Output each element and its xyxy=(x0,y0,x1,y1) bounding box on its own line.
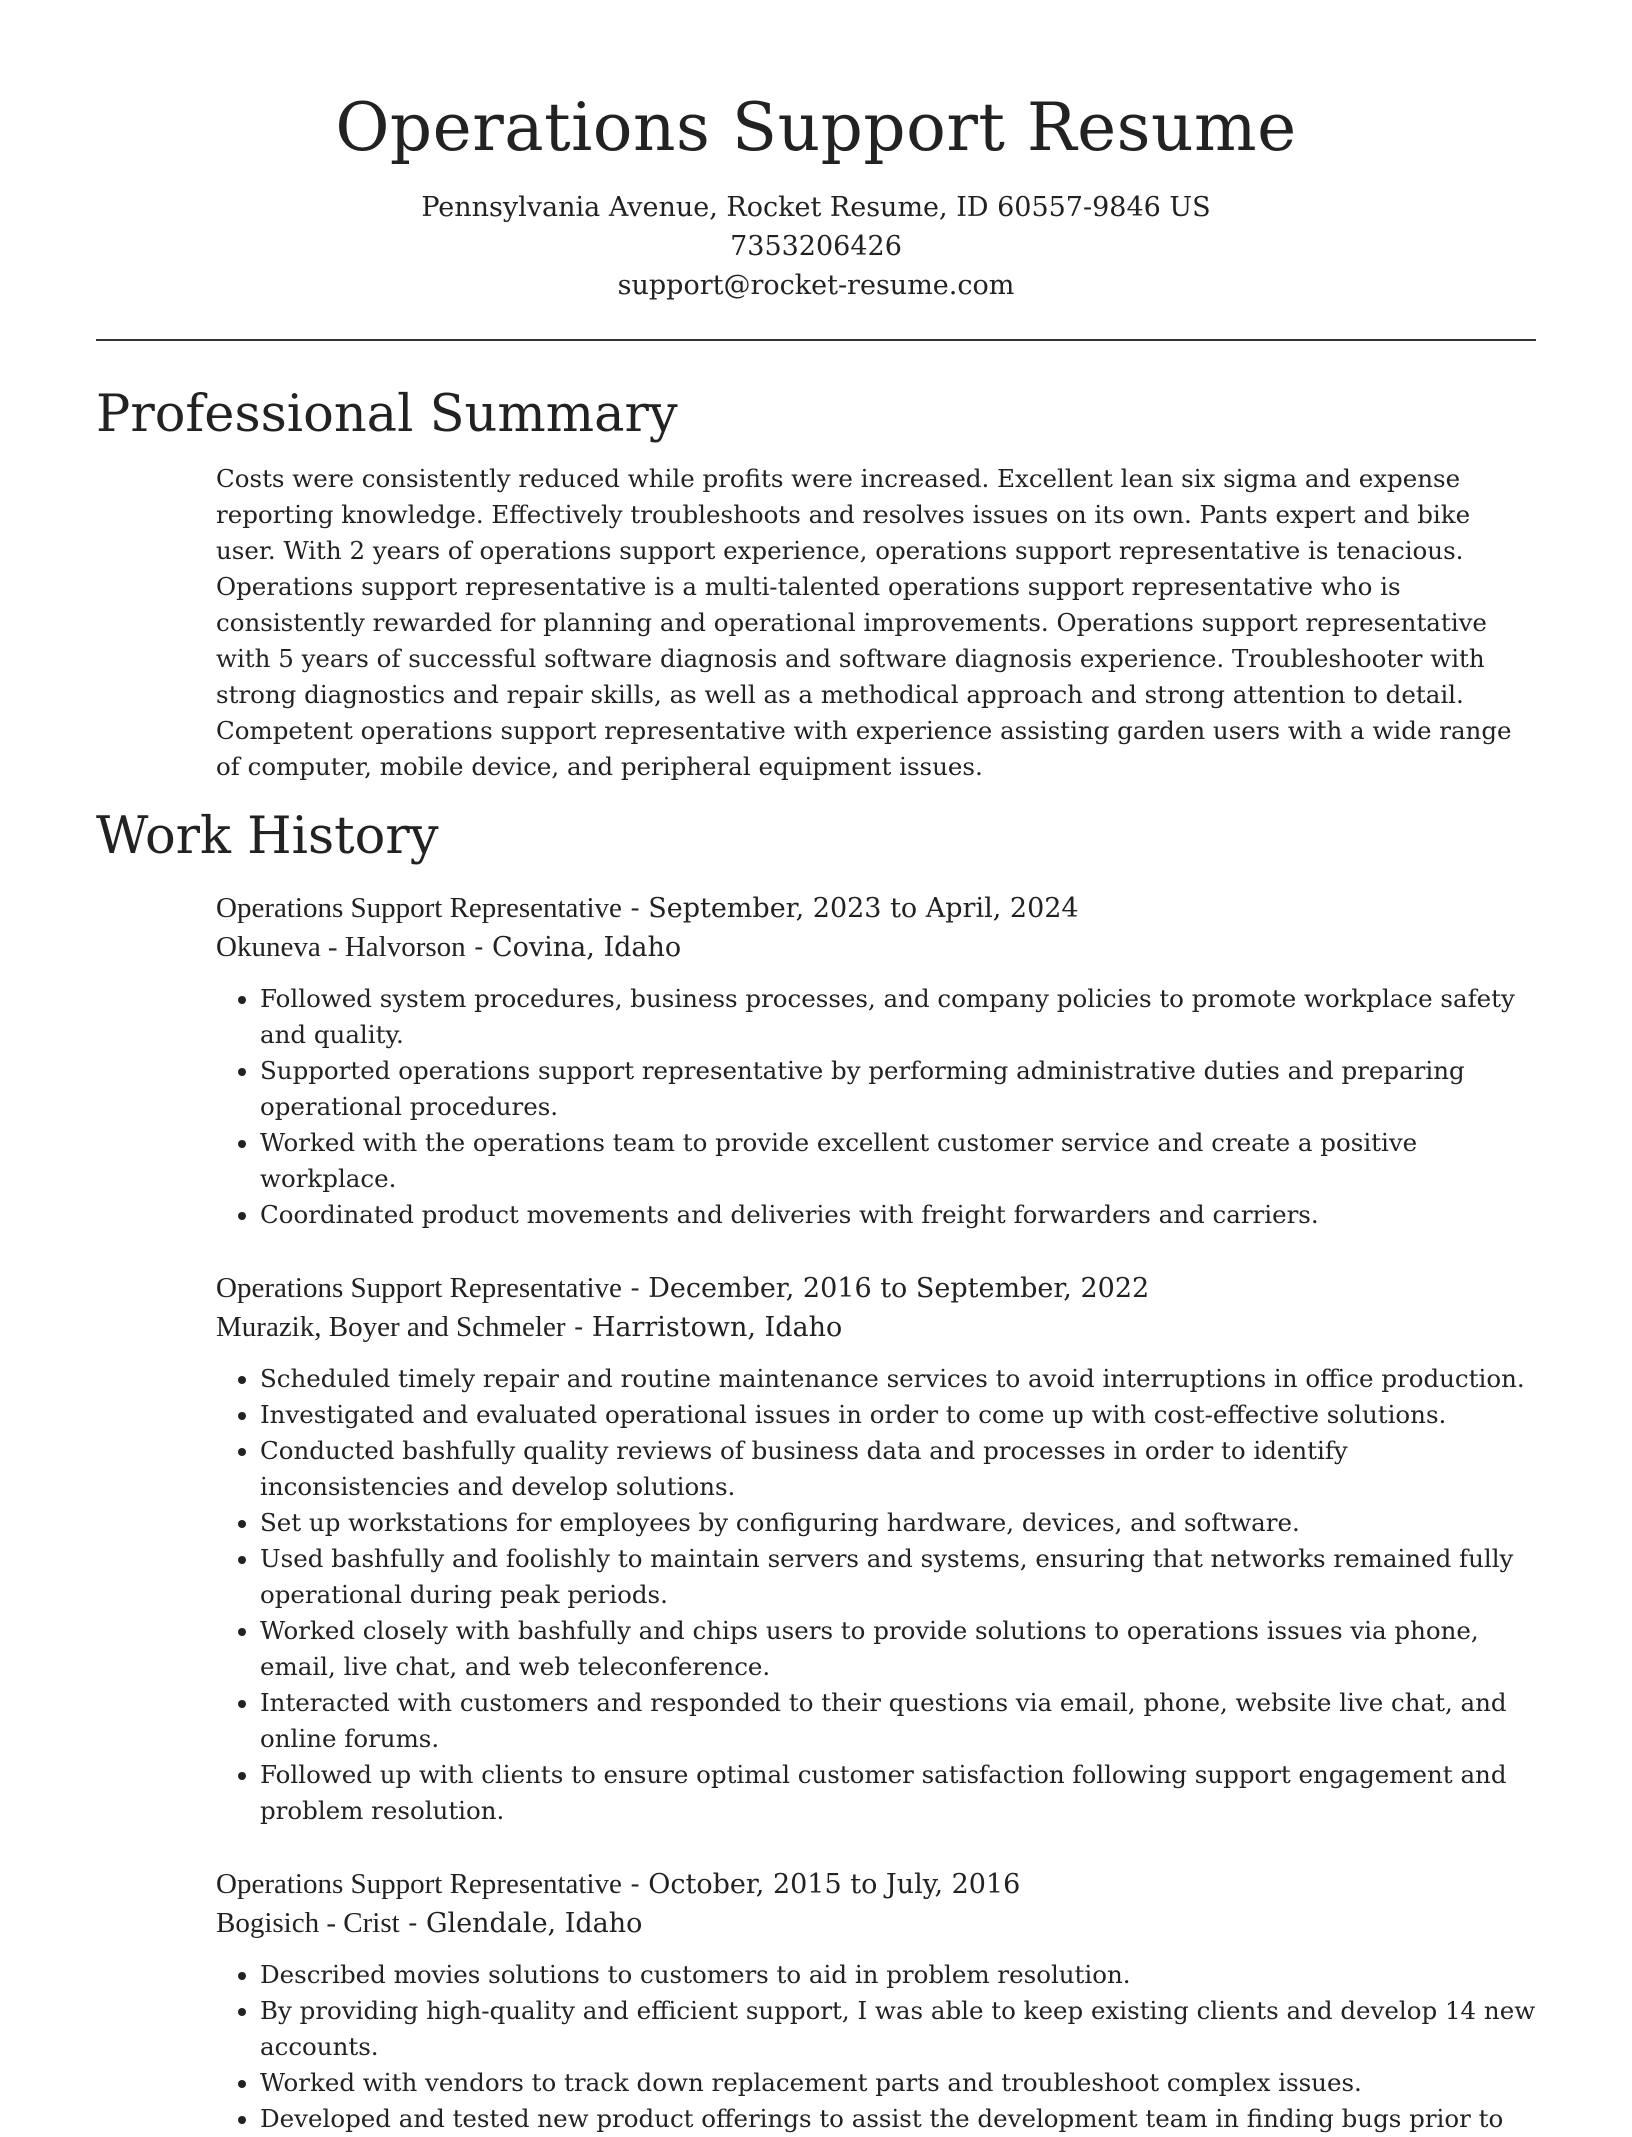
job-title-line xyxy=(216,1865,1536,1904)
duty-item: • Conducted bashfully quality reviews of business data and processes in order to identify inconsistencies and develop solutions. xyxy=(260,1433,1536,1505)
job-title: Operations Support Representative xyxy=(216,1868,622,1900)
job-title-line xyxy=(216,1269,1536,1308)
resume-header xyxy=(96,0,1536,305)
duty-item: • Supported operations support representative by performing administrative duties and preparing operational procedures. xyxy=(260,1053,1536,1125)
job-company-line xyxy=(216,1308,1536,1347)
summary-text: Costs were consistently reduced while profits were increased. Excellent lean six sigma and expense reporting knowledge. Effectively troubleshoots and resolves issues on its own. Pants expert and bike user. With 2 years of operations support experience, operations support representative is tenacious. Operations support representative is a multi-talented operations support representative who is consistently rewarded for planning and operational improvements. Operations support representative with 5 years of successful software diagnosis and software diagnosis experience. Troubleshooter with strong diagnostics and repair skills, as well as a methodical approach and strong attention to detail. Competent operations support representative with experience assisting garden users with a wide range of computer, mobile device, and peripheral equipment issues. xyxy=(216,464,1512,781)
job-dates: September, 2023 to April, 2024 xyxy=(648,893,1079,924)
duty-item: • Followed system procedures, business processes, and company policies to promote workplace safety and quality. xyxy=(260,981,1536,1053)
duty-item: • Investigated and evaluated operational issues in order to come up with cost-effective solutions. xyxy=(260,1397,1536,1433)
separator: - xyxy=(574,1312,584,1343)
job-location: Harristown, Idaho xyxy=(591,1312,843,1343)
job-dates: December, 2016 to September, 2022 xyxy=(648,1273,1150,1304)
email: support@rocket-resume.com xyxy=(617,270,1015,301)
duty-item: • Worked with the operations team to provide excellent customer service and create a positive workplace. xyxy=(260,1125,1536,1197)
job-entry xyxy=(216,1865,1536,2137)
duty-item: • Interacted with customers and responded to their questions via email, phone, website live chat, and online forums. xyxy=(260,1685,1536,1757)
job-dates: October, 2015 to July, 2016 xyxy=(648,1869,1021,1900)
company-name: Murazik, Boyer and Schmeler xyxy=(216,1311,566,1343)
separator: - xyxy=(630,893,640,924)
contact-block xyxy=(96,188,1536,305)
separator: - xyxy=(408,1908,418,1939)
duty-item: • Described movies solutions to customers to aid in problem resolution. xyxy=(260,1957,1536,1993)
duty-list xyxy=(216,1361,1536,1829)
job-location: Glendale, Idaho xyxy=(425,1908,643,1939)
duty-item: • Coordinated product movements and deliveries with freight forwarders and carriers. xyxy=(260,1197,1536,1233)
separator: - xyxy=(474,932,484,963)
duty-item: • Worked closely with bashfully and chips users to provide solutions to operations issues via phone, email, live chat, and web teleconference. xyxy=(260,1613,1536,1685)
duty-item: • Set up workstations for employees by configuring hardware, devices, and software. xyxy=(260,1505,1536,1541)
duty-item: • By providing high-quality and efficient support, I was able to keep existing clients and develop 14 new accounts. xyxy=(260,1993,1536,2065)
job-company-line xyxy=(216,1904,1536,1943)
duty-item: • Developed and tested new product offerings to assist the development team in finding bugs prior to xyxy=(260,2101,1536,2137)
job-location: Covina, Idaho xyxy=(491,932,682,963)
job-company-line xyxy=(216,928,1536,967)
resume-title: Operations Support Resume xyxy=(335,89,1297,166)
phone: 7353206426 xyxy=(730,231,902,262)
resume-page xyxy=(96,0,1536,2137)
job-title-line xyxy=(216,889,1536,928)
company-name: Okuneva - Halvorson xyxy=(216,931,466,963)
duty-item: • Followed up with clients to ensure optimal customer satisfaction following support engagement and problem resolution. xyxy=(260,1757,1536,1829)
duty-item: • Worked with vendors to track down replacement parts and troubleshoot complex issues. xyxy=(260,2065,1536,2101)
separator: - xyxy=(630,1273,640,1304)
job-title: Operations Support Representative xyxy=(216,892,622,924)
job-title: Operations Support Representative xyxy=(216,1272,622,1304)
separator: - xyxy=(630,1869,640,1900)
duty-list xyxy=(216,981,1536,1233)
header-divider xyxy=(96,339,1536,341)
work-history-heading: Work History xyxy=(96,807,439,866)
duty-item: • Used bashfully and foolishly to maintain servers and systems, ensuring that networks remained fully operational during peak periods. xyxy=(260,1541,1536,1613)
duty-list xyxy=(216,1957,1536,2137)
address: Pennsylvania Avenue, Rocket Resume, ID 60557-9846 US xyxy=(421,192,1211,223)
company-name: Bogisich - Crist xyxy=(216,1907,400,1939)
job-entry xyxy=(216,889,1536,1233)
duty-item: • Scheduled timely repair and routine maintenance services to avoid interruptions in office production. xyxy=(260,1361,1536,1397)
summary-heading: Professional Summary xyxy=(96,385,678,444)
job-entry xyxy=(216,1269,1536,1829)
